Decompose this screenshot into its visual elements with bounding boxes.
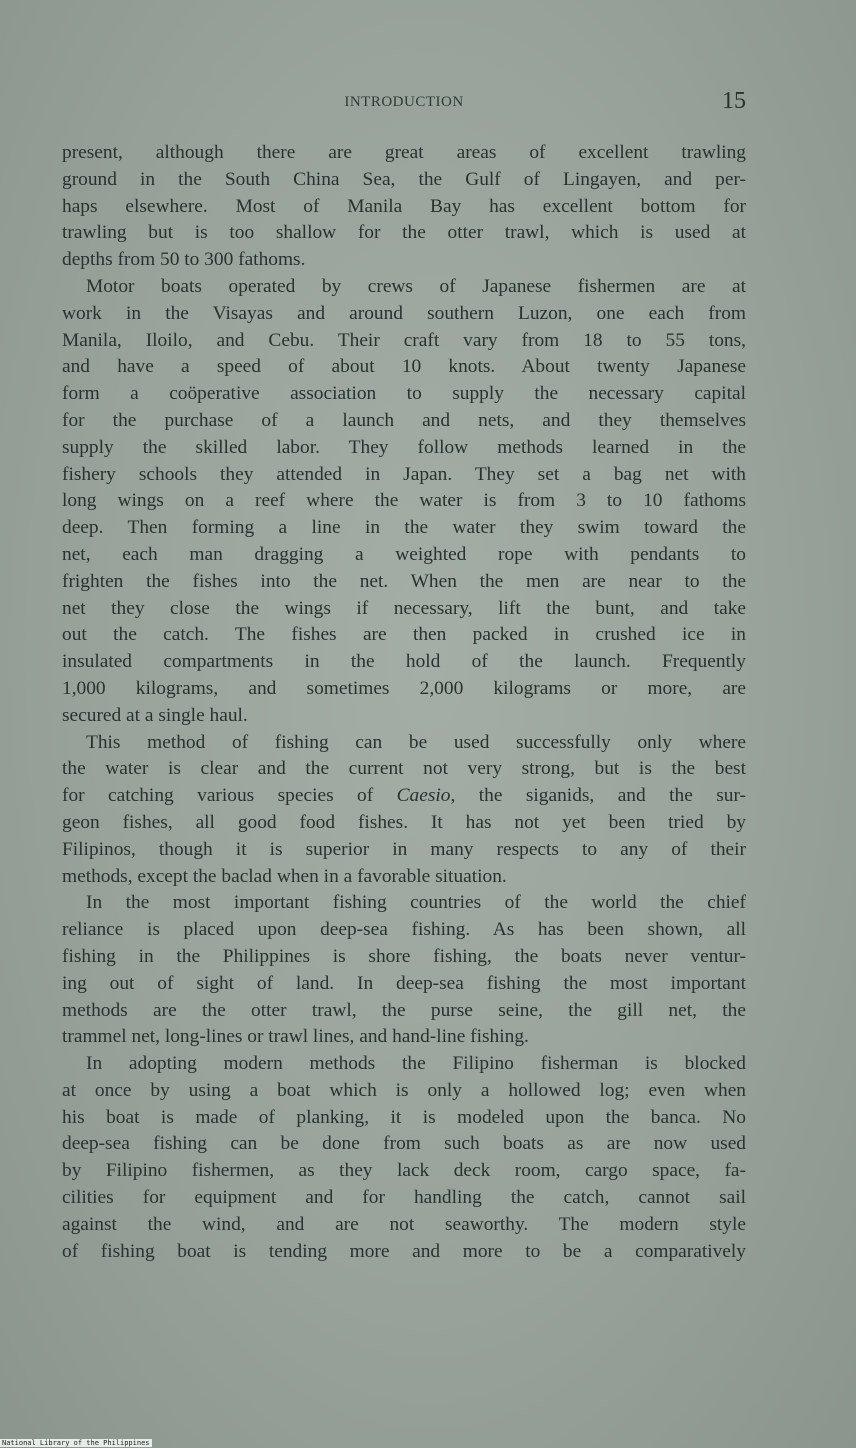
text-line: for the purchase of a launch and nets, and they themselves bbox=[62, 409, 746, 431]
text-line: Motor boats operated by crews of Japanese fishermen are at bbox=[86, 275, 746, 297]
library-credit: National Library of the Philippines bbox=[2, 1439, 150, 1447]
text-line: deep. Then forming a line in the water they swim toward the bbox=[62, 517, 746, 539]
text-line: form a coöperative association to supply the necessary capital bbox=[62, 383, 746, 405]
text-line: frighten the fishes into the net. When the men are near to the bbox=[62, 570, 746, 592]
text-line: secured at a single haul. bbox=[62, 704, 248, 726]
text-line: trawling but is too shallow for the otter trawl, which is used at bbox=[62, 222, 746, 244]
text-line: against the wind, and are not seaworthy. The modern style bbox=[62, 1213, 746, 1235]
text-line: deep-sea fishing can be done from such boats as are now used bbox=[62, 1133, 746, 1155]
text-line: methods, except the baclad when in a favorable situation. bbox=[62, 865, 507, 887]
text-line: insulated compartments in the hold of the launch. Frequently bbox=[62, 651, 746, 673]
text-line: for catching various species of Caesio, the siganids, and the sur- bbox=[62, 785, 746, 807]
text-line: by Filipino fishermen, as they lack deck room, cargo space, fa- bbox=[62, 1160, 746, 1182]
text-line: geon fishes, all good food fishes. It has not yet been tried by bbox=[62, 811, 746, 833]
genus-name: Caesio bbox=[396, 785, 451, 807]
body-text bbox=[62, 140, 746, 1265]
text-line: fishing in the Philippines is shore fishing, the boats never ventur- bbox=[62, 945, 746, 967]
text-line: supply the skilled labor. They follow methods learned in the bbox=[62, 436, 746, 458]
text-line: the water is clear and the current not very strong, but is the best bbox=[62, 758, 746, 780]
page-number: 15 bbox=[722, 88, 746, 114]
text-line: at once by using a boat which is only a hollowed log; even when bbox=[62, 1079, 746, 1101]
text-line: net they close the wings if necessary, lift the bunt, and take bbox=[62, 597, 746, 619]
paragraph bbox=[62, 274, 746, 730]
text-line: ground in the South China Sea, the Gulf of Lingayen, and per- bbox=[62, 168, 746, 190]
paragraph bbox=[62, 140, 746, 274]
text-line: Manila, Iloilo, and Cebu. Their craft vary from 18 to 55 tons, bbox=[62, 329, 746, 351]
text-line: In adopting modern methods the Filipino fisherman is blocked bbox=[86, 1053, 746, 1075]
running-head: INTRODUCTION bbox=[344, 94, 464, 110]
text-line: net, each man dragging a weighted rope with pendants to bbox=[62, 543, 746, 565]
text-line: long wings on a reef where the water is from 3 to 10 fathoms bbox=[62, 490, 746, 512]
text-line: cilities for equipment and for handling the catch, cannot sail bbox=[62, 1187, 746, 1209]
text-line: In the most important fishing countries of the world the chief bbox=[86, 892, 746, 914]
text-line: fishery schools they attended in Japan. They set a bag net with bbox=[62, 463, 746, 485]
text-line: 1,000 kilograms, and sometimes 2,000 kilograms or more, are bbox=[62, 677, 746, 699]
text-line: This method of fishing can be used successfully only where bbox=[86, 731, 746, 753]
paragraph bbox=[62, 730, 746, 891]
text-line: ing out of sight of land. In deep-sea fishing the most important bbox=[62, 972, 746, 994]
text-line: and have a speed of about 10 knots. About twenty Japanese bbox=[62, 356, 746, 378]
text-line: Filipinos, though it is superior in many respects to any of their bbox=[62, 838, 746, 860]
text-line: present, although there are great areas of excellent trawling bbox=[62, 142, 746, 163]
text-line: methods are the otter trawl, the purse seine, the gill net, the bbox=[62, 999, 746, 1021]
text-line: out the catch. The fishes are then packed in crushed ice in bbox=[62, 624, 746, 646]
text-line: his boat is made of planking, it is modeled upon the banca. No bbox=[62, 1106, 746, 1128]
text-line: work in the Visayas and around southern Luzon, one each from bbox=[62, 302, 746, 324]
page-header bbox=[62, 88, 746, 122]
text-line: depths from 50 to 300 fathoms. bbox=[62, 249, 306, 271]
paragraph bbox=[62, 890, 746, 1051]
paragraph bbox=[62, 1051, 746, 1265]
text-line: haps elsewhere. Most of Manila Bay has excellent bottom for bbox=[62, 195, 746, 217]
text-line: reliance is placed upon deep-sea fishing. As has been shown, all bbox=[62, 919, 746, 941]
text-line: of fishing boat is tending more and more to be a comparatively bbox=[62, 1240, 746, 1262]
text-line: trammel net, long-lines or trawl lines, and hand-line fishing. bbox=[62, 1026, 529, 1048]
